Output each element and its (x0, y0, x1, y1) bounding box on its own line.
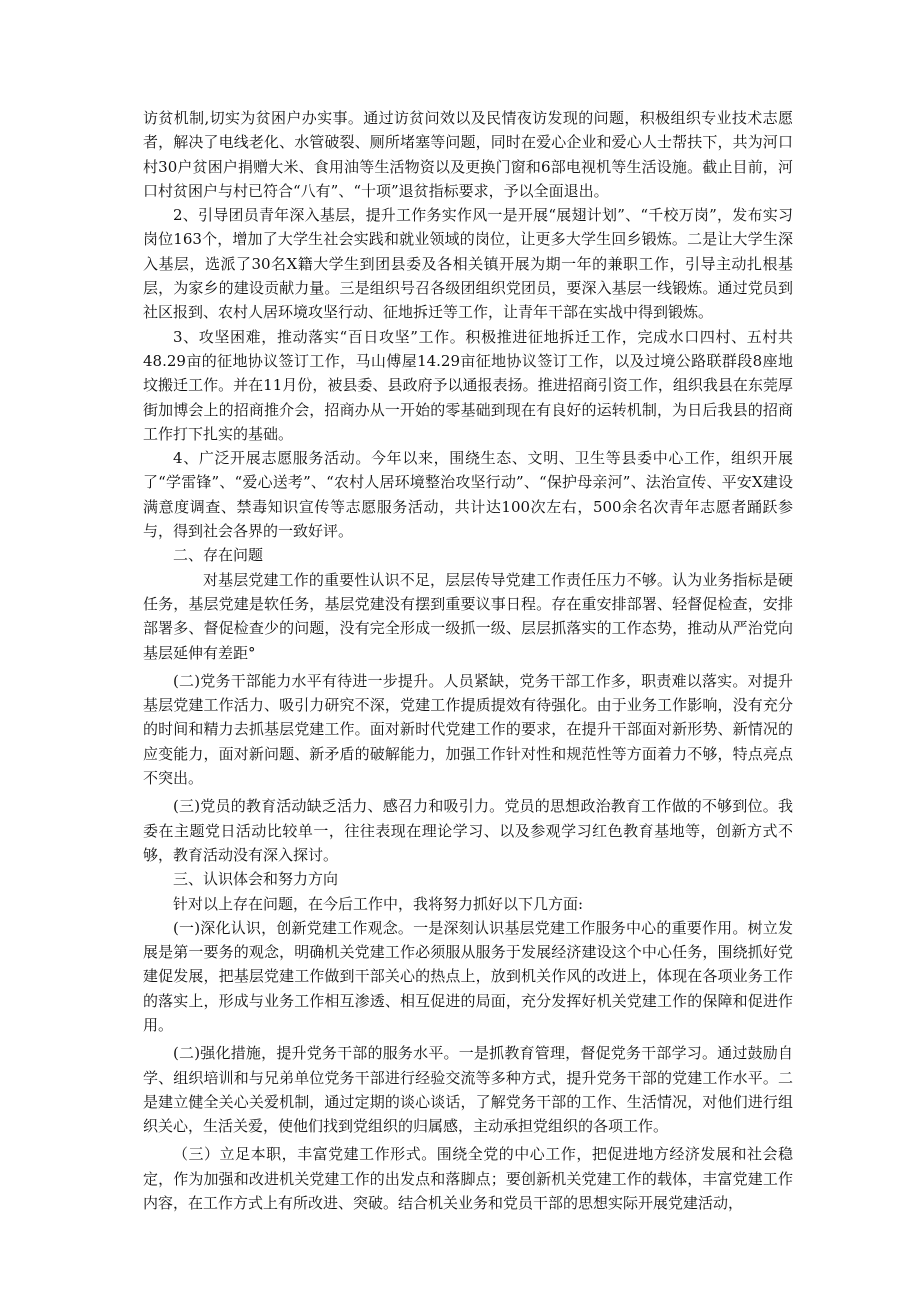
paragraph-direction-1: (一)深化认识，创新党建工作观念。一是深刻认识基层党建工作服务中心的重要作用。树立发展是第一要务的观念，明确机关党建工作必须服从服务于发展经济建设这个中心任务，围绕抓好党建促发展，把基层党建工作做到干部关心的热点上，放到机关作风的改进上，体现在各项业务工作的落实上，形成与业务工作相互渗透、相互促进的局面，充分发挥好机关党建工作的保障和促进作用。 (143, 918, 793, 1034)
section-heading-direction: 三、认识体会和努力方向 (173, 870, 339, 889)
paragraph-item-4: 4、广泛开展志愿服务活动。今年以来，围绕生态、文明、卫生等县委中心工作，组织开展了“学雷锋”、“爱心送考”、“农村人居环境整治攻坚行动”、“保护母亲河”、法治宣传、平安X建设满意度调查、禁毒知识宣传等志愿服务活动，共计达100次左右，500余名次青年志愿者踊跃参与，得到社会各界的一致好评。 (143, 449, 793, 541)
paragraph-direction-3: （三）立足本职，丰富党建工作形式。围绕全党的中心工作，把促进地方经济发展和社会稳定，作为加强和改进机关党建工作的出发点和落脚点；要创新机关党建工作的载体，丰富党建工作内容，在工作方式上有所改进、突破。结合机关业务和党员干部的思想实际开展党建活动， (143, 1145, 793, 1213)
paragraph-problem-2: (二)党务干部能力水平有待进一步提升。人员紧缺，党务干部工作多，职责难以落实。对提升基层党建工作活力、吸引力研究不深，党建工作提质提效有待强化。由于业务工作影响，没有充分的时间和精力去抓基层党建工作。面对新时代党建工作的要求，在提升干部面对新形势、新情况的应变能力，面对新问题、新矛盾的破解能力，加强工作针对性和规范性等方面着力不够，特点亮点不突出。 (143, 671, 793, 788)
paragraph-item-3: 3、攻坚困难，推动落实“百日攻坚”工作。积极推进征地拆迁工作，完成水口四村、五村共48.29亩的征地协议签订工作，马山傅屋14.29亩征地协议签订工作，以及过境公路联群段8座地坟搬迁工作。并在11月份，被县委、县政府予以通报表扬。推进招商引资工作，组织我县在东莞厚街加博会上的招商推介会，招商办从一开始的零基础到现在有良好的运转机制，为日后我县的招商工作打下扎实的基础。 (143, 327, 793, 443)
section-heading-problems: 二、存在问题 (173, 546, 264, 565)
paragraph-item-2: 2、引导团员青年深入基层，提升工作务实作风一是开展“展翅计划”、“千校万岗”，发布实习岗位163个，增加了大学生社会实践和就业领域的岗位，让更多大学生回乡锻炼。二是让大学生深入基层，选派了30名X籍大学生到团县委及各相关镇开展为期一年的兼职工作，引导主动扎根基层，为家乡的建设贡献力量。三是组织号召各级团组织党团员，要深入基层一线锻炼。通过党员到社区报到、农村人居环境攻坚行动、征地拆迁等工作，让青年干部在实战中得到锻炼。 (143, 206, 793, 322)
paragraph-problem-3: (三)党员的教育活动缺乏活力、感召力和吸引力。党员的思想政治教育工作做的不够到位。我委在主题党日活动比较单一，往往表现在理论学习、以及参观学习红色教育基地等，创新方式不够，教育活动没有深入探讨。 (143, 797, 793, 864)
paragraph-intro: 针对以上存在问题，在今后工作中，我将努力抓好以下几方面: (173, 894, 584, 913)
paragraph-continued: 访贫机制,切实为贫困户办实事。通过访贫问效以及民情夜访发现的问题，积极组织专业技术志愿者，解决了电线老化、水管破裂、厕所堵塞等问题，同时在爱心企业和爱心人士帮扶下，共为河口村30户贫困户捐赠大米、食用油等生活物资以及更换门窗和6部电视机等生活设施。截止目前，河口村贫困户与村已符合“八有”、“十项”退贫指标要求，予以全面退出。 (143, 109, 793, 200)
paragraph-problem-1: 对基层党建工作的重要性认识不足，层层传导党建工作责任压力不够。认为业务指标是硬任务，基层党建是软任务，基层党建没有摆到重要议事日程。存在重安排部署、轻督促检查，安排部署多、督促检查少的问题，没有完全形成一级抓一级、层层抓落实的工作态势，推动从严治党向基层延伸有差距° (143, 570, 793, 662)
document-body (143, 106, 793, 1215)
paragraph-direction-2: (二)强化措施，提升党务干部的服务水平。一是抓教育管理，督促党务干部学习。通过鼓励自学、组织培训和与兄弟单位党务干部进行经验交流等多种方式，提升党务干部的党建工作水平。二是建立健全关心关爱机制，通过定期的谈心谈话，了解党务干部的工作、生活情况，对他们进行组织关心，生活关爱，使他们找到党组织的归属感，主动承担党组织的各项工作。 (143, 1044, 793, 1136)
